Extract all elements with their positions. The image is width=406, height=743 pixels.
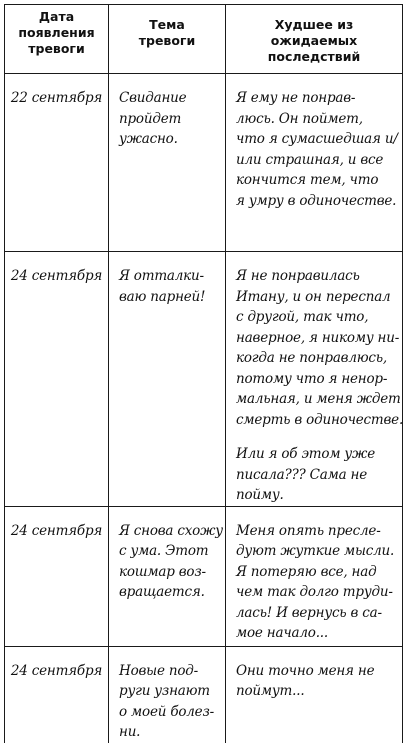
topic-line: вращается. [119,584,205,600]
header-topic [109,5,226,74]
worst-line: пойму. [236,487,284,503]
worst-line: писала??? Сама не [236,466,368,483]
worst-line: Или я об этом уже [236,446,375,462]
worst-line: с другой, так что, [236,309,369,325]
cell-topic [109,506,226,646]
header-worst-line: Худшее из ожидаемых [270,17,358,48]
topic-line: ужасно. [119,131,178,147]
anxiety-log-table [4,4,403,743]
cell-topic [109,646,226,743]
cell-topic [109,252,226,507]
worst-line: что я сумасшедшая и/ [236,131,398,147]
cell-date: 24 сентября [5,506,109,646]
worst-line: Я не понравилась [236,268,360,284]
cell-worst-consequence [226,646,403,743]
worst-line: кончится тем, что [236,172,379,188]
worst-line: мое начало... [236,625,328,641]
table-body [5,74,403,743]
topic-line: ни. [119,724,141,740]
topic-line: Я снова схожу [119,522,223,539]
paragraph-gap [236,430,394,444]
topic-line: пройдет [119,110,182,127]
worst-line: смерть в одиночестве. [236,411,404,428]
worst-line: Я ему не понрав- [236,90,356,106]
worst-line: чем так долго труди- [236,584,393,600]
topic-line: кошмар воз- [119,563,206,580]
table-row [5,74,403,252]
header-date-line: тревоги [28,41,85,56]
worst-line: наверное, я никому ни- [236,329,400,346]
worst-line: потому что я ненор- [236,370,388,387]
header-date [5,5,109,74]
table-row [5,252,403,507]
topic-line: Новые под- [119,662,198,679]
table-header-row [5,5,403,74]
header-topic-line: Тема [149,17,185,32]
topic-line: о моей болез- [119,703,214,720]
cell-worst-consequence [226,74,403,252]
topic-line: с ума. Этот [119,543,209,559]
table-row [5,506,403,646]
topic-line: ваю парней! [119,288,206,305]
header-worst [226,5,403,74]
header-date-line: появления [18,25,95,40]
worst-line: когда не понравлюсь, [236,350,388,366]
worst-line: я умру в одиночестве. [236,192,397,209]
cell-worst-consequence [226,252,403,507]
header-topic-line: тревоги [138,33,196,48]
cell-date: 24 сентября [5,646,109,743]
cell-topic [109,74,226,252]
topic-line: Я отталки- [119,268,204,284]
worst-line: люсь. Он поймет, [236,110,363,127]
worst-line: или страшная, и все [236,151,384,168]
anxiety-log-table-wrapper [4,4,404,740]
worst-line: поймут... [236,683,305,699]
cell-date: 22 сентября [5,74,109,252]
topic-line: Свидание [119,90,187,106]
worst-line: Я потеряю все, над [236,563,377,580]
worst-line: Итану, и он переспал [236,288,391,305]
cell-date: 24 сентября [5,252,109,507]
worst-line: Меня опять пресле- [236,522,381,539]
worst-line: мальная, и меня ждет [236,391,401,407]
worst-line: лась! И вернусь в са- [236,604,382,621]
worst-line: Они точно меня не [236,662,375,679]
header-worst-line: последствий [267,49,361,64]
header-date-line: Дата [38,9,75,24]
topic-line: руги узнают [119,683,210,699]
worst-line: дуют жуткие мысли. [236,543,395,559]
cell-worst-consequence [226,506,403,646]
table-row [5,646,403,743]
